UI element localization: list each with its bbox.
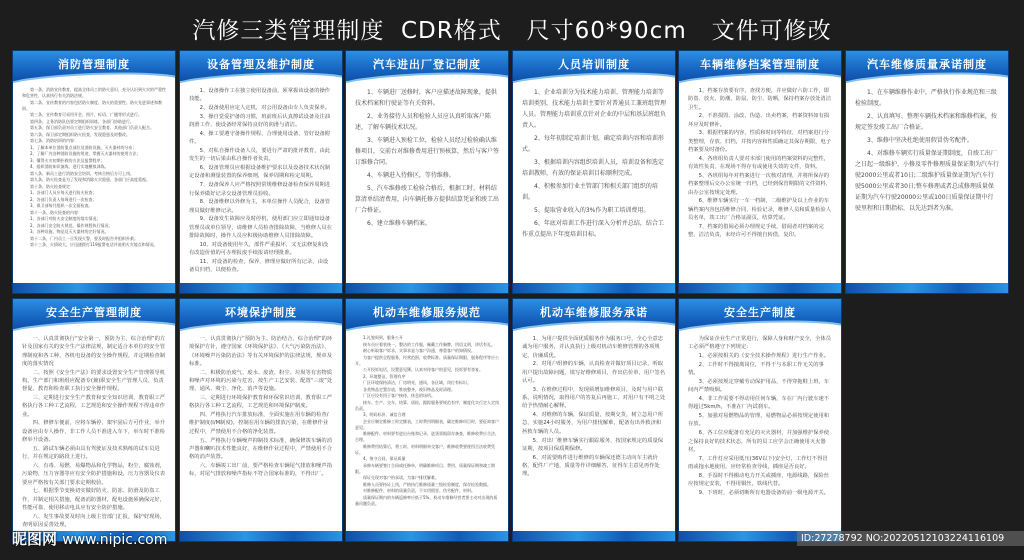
panel-title: 汽车维修质量承诺制度 (867, 58, 987, 71)
panel-paragraph: 2、了解厂内各种消防设施的用途，掌握灭火器材的使用方法； (30, 151, 141, 156)
watermark-url: www.nipic.com (62, 532, 168, 548)
panel-title: 设备管理及维护制度 (207, 58, 315, 71)
panel-paragraph: 1、在车辆维修作业中，严格执行作业规范和三级检验制度。 (855, 89, 997, 107)
panel-paragraph: 2、不准损毁、涂改、伪造、出卖档案，档案资料如有损坏应及时修补。 (688, 113, 830, 128)
panel-paragraph: 三、定期进行环境保护教育和环保常识培训，教育职工严格执行各工种工艺流程，工艺规范和环境保护制度。 (189, 395, 333, 410)
panel-paragraph: 维修人员要持证上岗，严格执行维修质量三级检验制度，保存检验数据。 (363, 481, 491, 487)
panel-paragraph: 六、有毒、易燃、易爆物品和化学物品，粉尘，腐蚀剂，污染物，压力容器等应有安全防护措施和设，压力容器及仪表要应严格按有关部门要求定期校验。 (22, 462, 166, 486)
panel-paragraph: 1、设备操作工在独立使用设备前，须掌握该设备的操作技能。 (189, 88, 331, 103)
panel-footer-band (180, 531, 342, 541)
watermark-logo (12, 528, 167, 549)
panel-paragraph: 二、按照《安全生产法》的要求设置安全生产管理领导机构，生产部门和班组应配备专(兼)职安全生产管理人员，负责督促、教育和检查职工执行安全操作规程。 (22, 369, 166, 393)
poster-panel (512, 298, 676, 542)
panel-header (346, 299, 508, 329)
panel-paragraph: 保证兑现对客户的承诺，为客户排忧解难。 (363, 475, 439, 480)
panel-paragraph: 企业应制定维修工时定额表，工时费用明细表，确定维修项目时，要征询客户意见。 (355, 418, 499, 430)
poster-panel (845, 50, 1009, 294)
panel-paragraph: 对维修配件、材料的质量负责，不实用假冒、伪劣配件、材料。 (363, 488, 475, 493)
panel-paragraph: 各类物品定置存放，堆放整齐，废旧物品及时清理。 (363, 386, 455, 392)
panel-paragraph: 7、工作灯应采用低压(36V以下)安全灯，工作灯不得冒雨或拖水地使用，应经常检查导线，插座是否良好。 (688, 455, 828, 470)
panel-paragraph: 3、懂得火灾初期扑救的方法及报警程序； (30, 157, 105, 163)
panel-paragraph: 2、环境整洁，管理有序 (363, 373, 406, 379)
panel-paragraph: 2、各部门安全防火规范、操作规程执行情况； (30, 222, 113, 228)
panel-paragraph: 为保证企业生产正常进行，保障人身和财产安全，全体员工必须严格遵守下列规定： (688, 336, 832, 351)
panel-header (846, 51, 1008, 81)
poster-panel (12, 50, 176, 294)
panel-paragraph: 1、企业培训分为技术能力培训、管理能力培训等培训类别，技术能力培训主要针对普通员工兼班组管理人员。管理能力培训重点针对企业的中层和基层班组负责人。 (522, 89, 667, 129)
panel-paragraph: 3、必须按规定穿戴劳动保护用品，不得穿拖鞋上班，车间内严禁吸烟。 (688, 378, 830, 394)
poster-panel (179, 298, 343, 542)
panel-footer-band (846, 283, 1008, 293)
panel-paragraph: 5、提取营业收入的3%作为职工培训费用。 (534, 207, 650, 214)
poster-panel (345, 50, 509, 294)
panel-paragraph: 2、业务接待人员和检验人员应认真听取客户陈述，了解车辆技术状况。 (355, 113, 491, 131)
poster-panel (678, 298, 842, 542)
panel-title: 安全生产制度 (724, 306, 796, 319)
poster-panel (678, 50, 842, 294)
panel-paragraph: 为客户提供全程服务，经营范围、收费标准、质量保证期限、服务程序等应公开。 (355, 354, 499, 366)
panel-paragraph: 第七条、消防培训的内容： (30, 138, 78, 143)
panel-paragraph: 2、设备使用应定人定机，对公用设备由专人负责保养。 (199, 105, 331, 112)
panel-paragraph: 第四条、义务消防队伍要定期组织训练，各部门协助进行。 (30, 118, 134, 124)
panel-footer-band (513, 531, 675, 541)
panel-paragraph: 3、根据培训内容组织培训人员，培训设备和选定培训教师，有效的保证培训目标顺利完成。 (522, 159, 664, 177)
panel-paragraph: 1、各部门对防火安全制度的落实情况； (30, 216, 101, 221)
panel-body (180, 81, 342, 275)
panel-paragraph: 维修配件、材料要有进出台账和记录，进货票据留存备查，维修收费应合法、合理。 (355, 431, 499, 442)
panel-header (513, 299, 675, 329)
panel-paragraph: 3、操自觉爱护备的习惯，班前班后认真擦试设备及注油润滑工作，使设备经常保持良好的润滑与清洁。 (189, 113, 331, 129)
panel-paragraph: 5、对出厂维修车辆实行跟踪服务，按国家规定的质量保证期，按项目保质期保修。 (522, 437, 664, 452)
panel-paragraph: 接车、生产、交车、结算、质检，跟踪服务要规范有序，制度化实行定人定岗负责。 (355, 399, 499, 411)
panel-paragraph: 4、恪守合同，保证质量 (363, 456, 406, 461)
panel-paragraph: 接车员应着装统一，整洁的工作服，佩戴工作胸牌，用语文明，讲话有礼。 (363, 341, 495, 347)
panel-paragraph: 第十一条、防火检查的内容： (30, 209, 82, 215)
panel-paragraph: 4、操工要遵守备操作规程，合理使用设备，管好设备附件。 (189, 130, 331, 146)
watermark-id: ID:27278792 NO:20220512103224116109 (797, 531, 1024, 546)
panel-paragraph: 耐心听取客户诉求，实事求是与客户沟通，尊重客户的知情权。 (363, 348, 475, 353)
panel-body (13, 81, 175, 248)
panel-title: 机动车维修服务规范 (373, 306, 481, 319)
panel-paragraph: 1、了解本单位消防重点部位及消防设施、灭火器材的分布； (30, 144, 137, 150)
panel-paragraph: 3、各种设施、物品及灭火器材的完好情况。 (30, 229, 109, 234)
panel-paragraph: 6、对需要购件进行维修的车辆保还德主动向车主就价格，配件厂产地，质量等作详细解答，征得车主意见再作处理。 (522, 454, 660, 478)
panel-header (13, 51, 175, 81)
panel-paragraph: 5、汽车维修竣工检验合格后，根据工时、材料结算清单结清费用，向车辆托修方提供结算凭证和竣工出厂合格证。 (355, 185, 500, 214)
panel-title: 机动车维修服务承诺 (540, 306, 648, 319)
panel-paragraph: 6、年底对培训工作进行深入分析并总结，结合工作重点提出下年度培训目标。 (522, 220, 664, 238)
poster-panel (179, 50, 343, 294)
panel-paragraph: 第十条、防火检查规定： (30, 183, 74, 189)
panel-paragraph: 2、工作时不得擅离岗位，不得干与本职工作无关的事情。 (688, 361, 824, 377)
panel-paragraph: 3、车辆进入预检工位，检验人员经过检验确认维修项目，交前台对维修费用进行预核算，然后与客户签订维修合同。 (355, 137, 500, 166)
panel-paragraph: 3、明码标价，诚信合理 (363, 412, 406, 417)
panel-paragraph: 3、维修中坚决杜绝使用假冒伪劣配件。 (867, 137, 973, 144)
panel-title: 安全生产管理制度 (46, 306, 142, 319)
panel-paragraph: 六、车辆竣工出厂前，要严格检查车辆尾气排放和噪声指标，对尾气排放和噪声指标不符合国家标准的，不得出厂。 (189, 462, 333, 478)
panel-body (13, 329, 175, 529)
panel-paragraph: 5、对私自操作设备人员，要进行严肃的批评教育，由此发生的一切后果由私自操作者负责。 (189, 148, 331, 163)
panel-paragraph: 维修费用结算后，将工时、材料明细单交客户，维修收费要使用合法收费凭证。 (355, 443, 495, 455)
panel-paragraph: 5、加强对易燃物品的管理，易燃物品必须按规定使用和存放。 (688, 413, 830, 428)
panel-paragraph: 三、定期进行安全生产教育和安全知识培训，教育职工严格执行各工种工艺流程，工艺规范和安全操作规程不得违章作业。 (22, 395, 166, 418)
panel-paragraph: 质量保证期内的车辆返修率应低于5%，机动车维修经营者要主动对出现的质量问题负责。 (355, 494, 498, 506)
panel-paragraph: 第十二条、厂内员工一旦发现火警，要及时报告并组织扑救。 (30, 235, 138, 241)
panel-paragraph: 4、对维修车辆实行质量保证期制度，自竣工出厂之日起一级维护、小修及零件修理质量保证期为汽车行驶2000公里或者10日;二级维护质量保证期为汽车行驶5000公里或者30日;整车修理或者总成修理质量保证期为汽车行驶20000公里或100日质量保证期中行驶里程和日期指标，以先达到者为准。 (855, 150, 1000, 212)
poster-panel (345, 298, 509, 542)
panel-paragraph: 9、下班时，必须切断所有电器设备的前一级电源开关。 (698, 489, 830, 496)
panel-paragraph: 10、对设备使用年久，部件严重损坏，又无法修复和没有改造价值的可办理报废手续报请经理批准。 (189, 241, 329, 257)
panel-header (346, 51, 508, 81)
panel-header (180, 299, 342, 329)
panel-paragraph: 1、必须按相关的《安全技术操作规程》进行生产作业。 (698, 353, 830, 360)
panel-body (346, 329, 508, 507)
panel-paragraph: 6、各工位应配备有充足的灭火器材，并加强维护保养使之保持良好的技术状态，所有的员工应学会正确使用灭火器材。 (688, 430, 830, 453)
panel-paragraph: 四、严格执行汽车排放标准，全面实施在用车辆的检查/维护制度(I/M制度)，控制在用车辆的排放污染，在维修作业过程中，严禁使用不合格的净化装置。 (189, 412, 329, 435)
panel-header (679, 299, 841, 329)
panel-paragraph: 八、发生事故要及时向上级主管部门汇报，保护好现场，查明原因妥善处理。 (22, 513, 166, 529)
panel-paragraph: 4、对维修的车辆，保证质量，按期交货，树立急用户所急，实施24小时服务，为用户排忧解难，配备有出外救济和拯救车辆的人员。 (522, 412, 664, 435)
panel-paragraph: 二、积极防治废气、废水、废渣、粉尘、垃圾等有害物质和噪声对环境的污染与危害，按生产工艺安装、配置“三废”处理、通风、吸尘、净化、消声等设施。 (189, 369, 333, 393)
panel-title: 车辆维修档案管理制度 (700, 58, 820, 71)
panel-paragraph: 8、手湿时不得搬动电力开关或插座，电源线路，保险丝应按规定安装，不得用铜丝，铁线代替。 (688, 472, 830, 488)
panel-paragraph: 11、对设备的检查，保养，修理应做好所有记录，由设备员归档，以便检查。 (189, 258, 329, 274)
panel-title: 环境保护制度 (225, 306, 297, 319)
watermark-logo-text: 昵图网 (12, 530, 58, 548)
panel-paragraph: 第三条、宣传教育可采用开会、图片、标语、广播等形式进行。 (30, 112, 142, 117)
panel-paragraph: 1.礼貌周到，服务公开 (363, 335, 403, 340)
panel-paragraph: 1、车辆进厂送修时，客户应描述故障现象，提供技术档案和行驶证等有关资料。 (355, 89, 497, 107)
page-title: 汽修三类管理制度 CDR格式 尺寸60*90cm 文件可修改 (192, 18, 832, 44)
panel-title: 人员培训制度 (558, 58, 630, 71)
panel-paragraph: 第一条、消防宣传教育，提高全体员工的防火意识，充分认识到火灾的严重性和危害性，认真执行有关消防法规。 (22, 87, 166, 98)
poster-panel (12, 298, 176, 542)
panel-paragraph: 6、建立维修车辆档案。 (367, 220, 431, 227)
panel-paragraph: 3、保卫部每月组织一次全面检查。 (30, 203, 93, 208)
panel-paragraph: 1、为用户提供全面优质服务作为服务口号，全心全意忠诚为用户服务，并认真执行上级对机动车维修管理的各项规定，价廉质优。 (522, 336, 664, 359)
panel-paragraph: 第八条、新员工进行消防安全培训，考核合格后方可上岗。 (30, 170, 134, 176)
panel-paragraph: 七、根据季节变换切实做好防火、防冻、防滑及防盗工作，并制定相关措施，配备消防器材，配电设施须确保完好，性能可靠，使用移动电具应有安全防护措施。 (22, 488, 166, 511)
panel-paragraph: 7、档案的借阅必须办理规定手续，借阅者对档案的完整，洁洁负责，未经许可不得擅自转借，复印。 (688, 223, 824, 239)
panel-paragraph: 6、维修车辆实行一车一档制，二级维护及以上作业的车辆档案内容包括维修合同，检验记录，维修人员和质量检验人员名单，竣工出厂合格证副页，结算凭证。 (688, 198, 832, 221)
panel-paragraph: 厂区应设有用于客户接待、休息的场所。 (363, 393, 435, 398)
panel-paragraph: 1、各部门人员应每天进行防火检查； (30, 190, 97, 195)
panel-paragraph: 2、对用户组修的车辆，认真检查并做好项目记录，听取用户提出故障问题，填写好维修项目，作出估价单，用户签名认可。 (522, 361, 666, 384)
panel-paragraph: 7、设备保养人应严格按照常规维修设备检查保养周期进行保养做好记录交设备管理员验收。 (189, 182, 331, 197)
panel-paragraph: 4、车辆进入待修区，等待维修。 (367, 172, 455, 179)
panel-paragraph: 2、认真填写、整理车辆技术档案和维修档案，按规定签发竣工出厂合格证。 (855, 113, 997, 131)
panel-paragraph: 2、每年初制定培训计划，确定培训内容和培训形式。 (522, 135, 664, 153)
panel-header (13, 299, 175, 329)
panel-paragraph: 五、严格执行车辆噪声抑制技术标准，确保修竣车辆的消声器和喇叭技术性能良好，在维修作业过程中，严禁使用不合格的消声装置。 (189, 437, 333, 461)
panel-body (846, 81, 1008, 214)
panel-paragraph: 第九条、防火检查是为了发现和消除火灾隐患，各部门应高度重视。 (30, 177, 150, 182)
panel-paragraph: 9、设备发生故障应及时停机，使用部门应立即通知设备管理员或单位领导，请维修人员检查排除故障，当维修人员在排除故障时，操作人员应积极协助维修人员排除故障。 (189, 216, 333, 240)
panel-paragraph: 一、认真贯彻执行“安全第一，预防为主，综合治理”的方针及国家有关的安全生产法律法规，制定适合本单位的安全管理制度和各工种、各机电设备的安全操作规程，并定期检查制度的落实情况 (22, 336, 166, 367)
panel-paragraph: 一、认真贯彻执行“预防为主、防治结合、综合治理”的环境保护方针，遵守国家《环境保护法》、《大气污染防治法》、《环境噪声污染防治法》等有关环境保护的法律法规，规章及标准。 (189, 336, 333, 367)
panel-paragraph: 第六条、保卫部定期组织防火检查，发现隐患及时整改。 (30, 131, 130, 137)
panel-paragraph: 6、设备管理员应根据设备维护要求以及设备技术状况制定设备和测量装置的保养细则，保养周期和检定周期。 (189, 165, 331, 180)
panel-paragraph: 3、根据档案的内容、性质和时间等特征，对档案进行分类整理，存放、归档，并按内容和性质确定其保存期限，电子档案要及时备份。 (688, 130, 832, 154)
panel-header (180, 51, 342, 81)
panel-paragraph: 8、设备维修以外修为主，本单位操作人员配合，设备管理员做好维修记录。 (189, 199, 331, 214)
panel-body (679, 329, 841, 497)
panel-body (679, 81, 841, 239)
panel-paragraph: 承修车辆要签订合同或托修单，明确维修项目、费用、质量保证期和竣工期限。 (355, 462, 495, 474)
panel-paragraph: 第五条、保卫部负责对员工进行防火安全教育，其他部门负责人配合。 (30, 125, 154, 130)
panel-paragraph: 四、修修车便前，应将车辆停，架牢固后方可作业，举升设备应由专人操作，非工作人员不准进入车下，举车时不准检修举升设备。 (22, 420, 166, 444)
panel-paragraph: 4、非工作需要不得动用任何车辆，车在厂内行驶车速不得超过5km/h，不准在厂内试刹车。 (688, 396, 830, 411)
panel-body (513, 81, 675, 240)
panel-paragraph: 4、各班组负责人要对本部门使用的档案资料的完整性，有效性负责，在现场不得存有或使用失效的文件，资料。 (688, 155, 830, 171)
panel-footer-band (13, 283, 175, 293)
panel-paragraph: 5、各班组每年对档案进行一次核对清理，并将所保存的档案整理后交办公室统一归档，已经到保管期限的文件资料，由办公室按规定处理。 (688, 172, 832, 196)
panel-footer-band (679, 283, 841, 293)
panel-body (346, 81, 508, 229)
panel-paragraph: 公开投诉电话，设置意见簿，认真对待客户的意见，投诉要有答复。 (363, 367, 483, 372)
panel-title: 汽车进出厂登记制度 (373, 58, 481, 71)
panel-paragraph: 第二条、宣传教育的内容包括防火制度、防火的重要性、防火先进事迹和教训。 (22, 99, 162, 111)
panel-paragraph: 4、组织消防知识演练，进行实地模拟训练。 (30, 164, 109, 169)
panel-footer-band (346, 531, 508, 541)
panel-footer-band (346, 283, 508, 293)
panel-paragraph: 五、路试车辆必须由具有驾驶证及技术熟练的试车员进行，并在规定的路段上进行。 (22, 445, 160, 461)
panel-paragraph: 3、在维修过程中，发现须增加维修项目，及时与用户联系，说明情况，取得用户的答复后再施工，对用户有不明之处给予热情耐心解释。 (522, 386, 666, 410)
panel-footer-band (513, 283, 675, 293)
panel-paragraph: 2、各部门负责人每周进行一次检查； (30, 196, 97, 202)
panel-body (180, 329, 342, 479)
poster-panel (512, 50, 676, 294)
panel-paragraph: 第十三条、火情较大，应迅速拨打119报警电话并说明火灾地点和情况。 (30, 242, 158, 247)
panel-paragraph: 1、档案存放要有序，查找方便，并应做好六防工作，即防盗、放火、防潮、防鼠、防尘、防晒，保持档案存放处清洁卫生。 (688, 88, 832, 111)
panel-title: 消防管理制度 (58, 58, 130, 71)
panel-header (513, 51, 675, 81)
panel-paragraph: 4、积极参加行业主管部门和相关部门组织的培训。 (522, 183, 658, 201)
panel-footer-band (180, 283, 342, 293)
panel-body (513, 329, 675, 479)
panel-paragraph: 厂区环境保持清洁，厂房明亮，通风，各区域，岗位有标识。 (363, 380, 471, 385)
panel-header (679, 51, 841, 81)
